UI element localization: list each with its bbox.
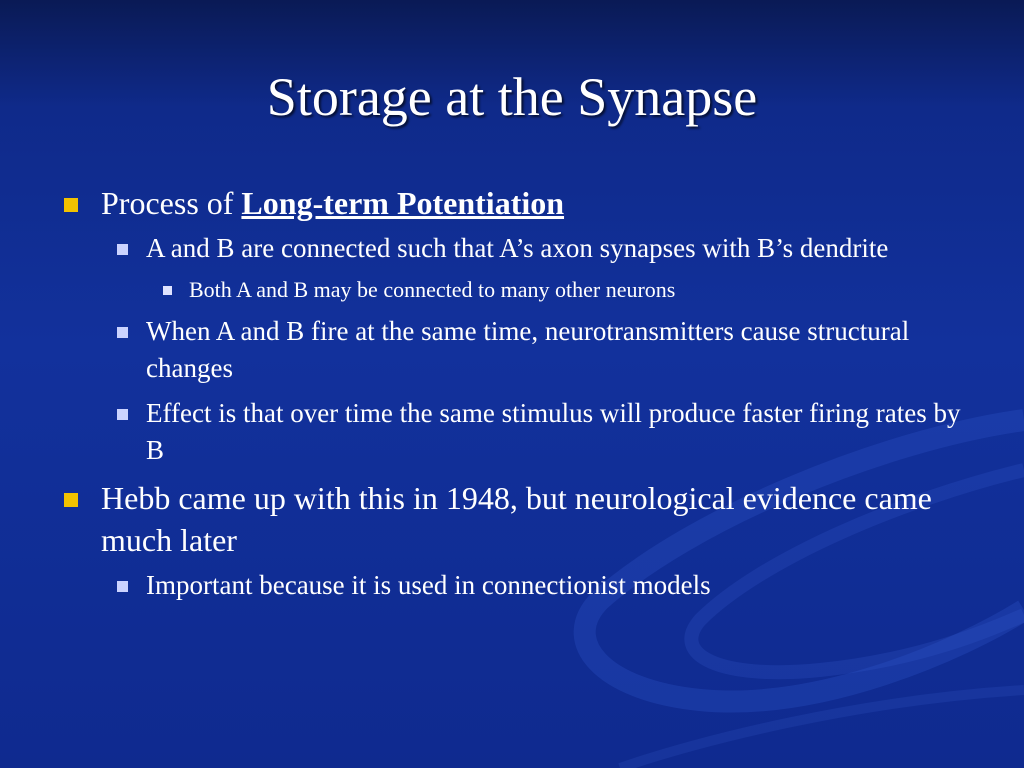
bullet-text-emphasis: Long-term Potentiation <box>241 185 565 221</box>
bullet-level2-connection <box>62 230 982 267</box>
bullet-level1-ltp <box>62 182 982 224</box>
bullet-text: Effect is that over time the same stimulus will produce faster firing rates by B <box>146 398 961 465</box>
square-bullet-icon <box>64 493 78 507</box>
square-bullet-icon <box>117 327 128 338</box>
bullet-level2-effect <box>62 395 982 469</box>
bullet-text: A and B are connected such that A’s axon synapses with B’s dendrite <box>146 233 889 263</box>
bullet-text-prefix: Process of <box>101 185 242 221</box>
square-bullet-icon <box>117 244 128 255</box>
bullet-level2-connectionist <box>62 567 982 604</box>
square-bullet-icon <box>163 286 172 295</box>
bullet-text: When A and B fire at the same time, neurotransmitters cause structural changes <box>146 316 910 383</box>
bullet-level3-many-neurons <box>62 275 982 305</box>
bullet-text: Both A and B may be connected to many other neurons <box>189 277 676 302</box>
square-bullet-icon <box>117 581 128 592</box>
square-bullet-icon <box>117 409 128 420</box>
slide-title: Storage at the Synapse <box>266 67 758 127</box>
bullet-level2-fire-same-time <box>62 313 982 387</box>
bullet-text: Important because it is used in connectionist models <box>146 570 711 600</box>
bullet-text: Hebb came up with this in 1948, but neurological evidence came much later <box>101 480 932 558</box>
slide-body <box>62 182 982 612</box>
bullet-level1-hebb <box>62 477 982 561</box>
square-bullet-icon <box>64 198 78 212</box>
